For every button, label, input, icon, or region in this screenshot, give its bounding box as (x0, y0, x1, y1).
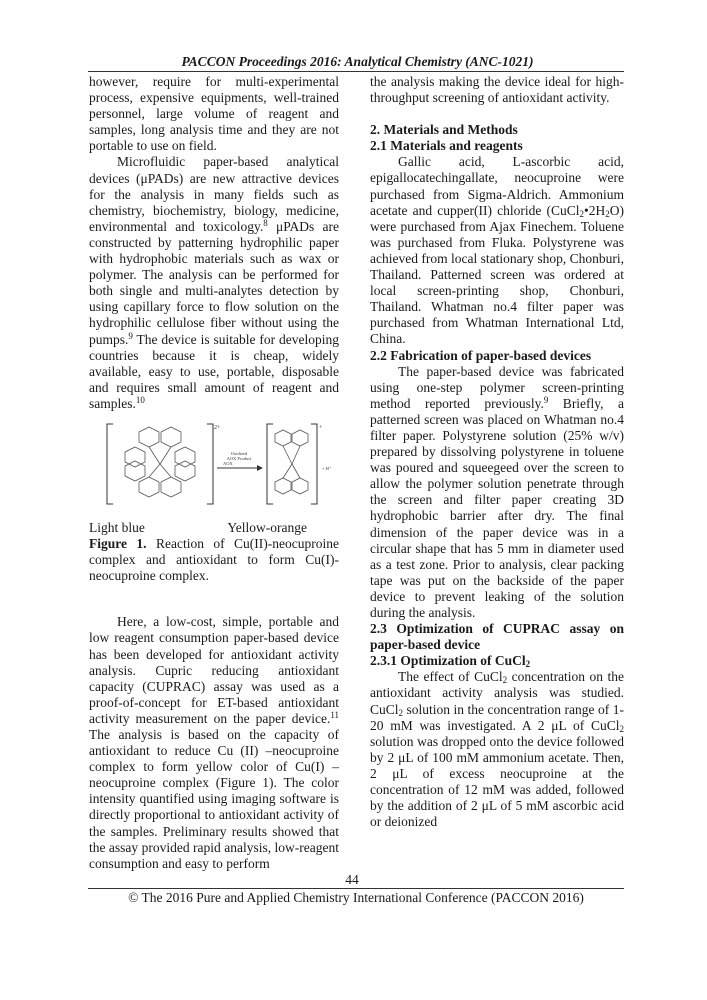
cu-i-neocuproine-complex (275, 430, 308, 494)
svg-text:+ H⁺: + H⁺ (322, 465, 332, 471)
citation: 9 (128, 330, 133, 341)
figure-color-labels (89, 520, 339, 536)
citation: 8 (263, 217, 268, 228)
section-heading: 2. Materials and Methods (370, 122, 518, 138)
svg-text:Oxidized: Oxidized (230, 450, 248, 456)
paragraph: however, require for multi-experimental process, expensive equipments, well-trained personnel, large volume of reagent and samples, long analysis time and they are not portable to use on field. (89, 74, 339, 154)
footer-copyright: © The 2016 Pure and Applied Chemistry International Conference (PACCON 2016) (128, 890, 584, 905)
citation: 9 (543, 394, 549, 405)
figure-reaction-scheme (89, 418, 339, 518)
citation: 10 (135, 394, 145, 405)
paragraph: The effect of CuCl$_2$ concentration on the antioxidant activity analysis was studied. CuCl$_2$ solution in the concentration range of 1-20 mM was investigated. A 2 μL of CuCl$_2$ solution was dropped onto the device followed by 2 μL of 100 mM ammonium acetate. Then, 2 μL of excess neocuproine at the concentration of 12 mM was added, followed by the addition of 2 μL of 5 mM ascorbic acid or deionized (370, 669, 624, 830)
reaction-scheme-diagram (89, 418, 339, 518)
subsection-heading: 2.2 Fabrication of paper-based devices (370, 347, 592, 363)
right-charge: + (319, 424, 323, 431)
cu-ii-neocuproine-complex (125, 427, 195, 497)
figure-caption: Figure 1. Reaction of Cu(II)-neocuproine complex and antioxidant to form Cu(I)-neocuproine complex. (89, 536, 339, 584)
paragraph: Microfluidic paper-based analytical devices (μPADs) are new attractive devices for the analysis in many fields such as chemistry, biochemistry, biology, medicine, environmental and toxicology.$^8$ μPADs are constructed by patterning hydrophilic paper with hydrophobic materials such as wax or polymer. The analysis can be performed for both single and multi-analytes detection by using capillary force to flow solution on the hydrophilic cellulose fiber without using the pumps.$^9$ The device is suitable for developing countries because it is cheap, widely available, easy to use, portable, disposable and requires small amount of reagent and samples.$^{10}$ (89, 154, 339, 411)
left-charge: 2+ (214, 424, 221, 431)
right-column (370, 74, 624, 830)
subsection-heading: 2.1 Materials and reagents (370, 138, 523, 154)
left-column (89, 74, 339, 872)
paragraph: the analysis making the device ideal for high-throughput screening of antioxidant activity. (370, 74, 624, 106)
running-header: PACCON Proceedings 2016: Analytical Chemistry (ANC-1021) (181, 54, 534, 69)
subsection-heading: 2.3 Optimization of CUPRAC assay on paper-based device (370, 621, 624, 653)
label-yellow-orange: Yellow-orange (227, 519, 307, 535)
label-light-blue: Light blue (89, 519, 145, 535)
svg-text:AOX Product: AOX Product (226, 455, 252, 461)
paragraph: Gallic acid, L-ascorbic acid, epigallocatechingallate, neocuproine were purchased from Sigma-Aldrich. Ammonium acetate and cupper(II) chloride $(CuCl_2•2H_2O)$ were purchased from Ajax Finechem. Toluene was purchased from Fluka. Polystyrene was achieved from local stationary shop, Chonburi, Thailand. Patterned screen was ordered at local screen-printing shop, Chonburi, Thailand. Whatman no.4 filter paper was purchased from Whatman International Ltd, China. (370, 154, 624, 347)
svg-text:AOX: AOX (223, 460, 233, 466)
paragraph: The paper-based device was fabricated using one-step polymer screen-printing method reported previously.$^9$ Briefly, a patterned screen was placed on Whatman no.4 filter paper. Polystyrene solution (25% w/v) prepared by dissolving polystyrene in toluene was poured and squeegeed over the screen to allow the polymer solution penetrate through the screen and filter paper creating 3D hydrophobic barrier after dry. The final dimension of the paper device was in a circular shape that has 5 mm in diameter used as a test zone. Prior to analysis, clear packing tape was put on the backside of the paper device to prevent leaking of the solution during the analysis. (370, 363, 624, 620)
subsubsection-heading: 2.3.1 Optimization of CuCl$_2$ (370, 653, 531, 670)
footer-rule (88, 888, 624, 889)
header-rule (88, 71, 624, 72)
citation: 11 (330, 709, 339, 720)
page-number: 44 (345, 872, 359, 887)
paragraph: Here, a low-cost, simple, portable and low reagent consumption paper-based device has been developed for antioxidant activity analysis. Cupric reducing antioxidant capacity (CUPRAC) assay was used as a proof-of-concept for ET-based antioxidant activity measurement on the paper device.$^{11}$ The analysis is based on the capacity of antioxidant to reduce Cu (II) –neocuproine complex to form yellow color of Cu(I) – neocuproine complex (Figure 1). The color intensity quantified using imaging software is directly proportional to antioxidant activity of the samples. Preliminary results showed that the assay provided rapid analysis, low-reagent consumption and easy to perform (89, 614, 339, 871)
